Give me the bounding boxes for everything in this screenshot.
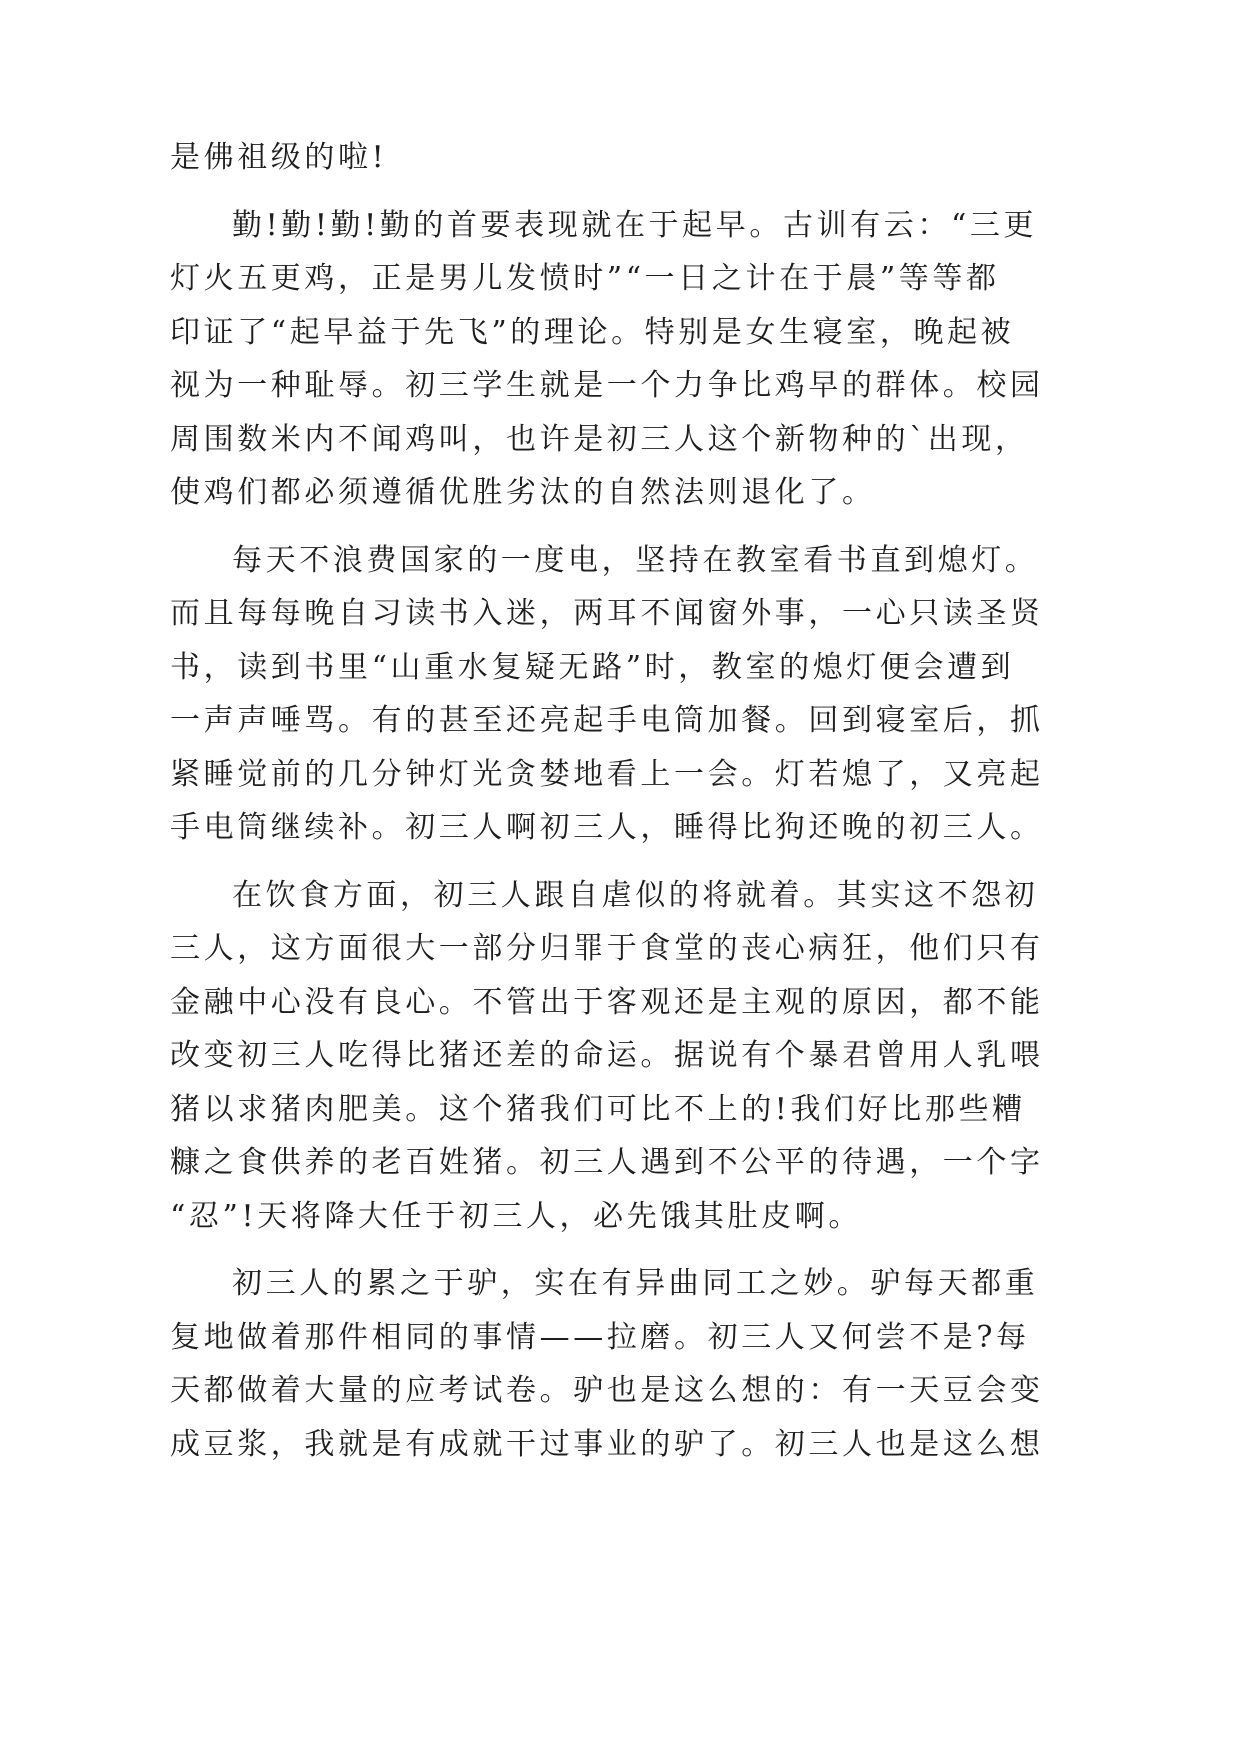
text-line: 复地做着那件相同的事情——拉磨。初三人又何尝不是?每 (170, 1319, 1030, 1355)
text-line: 在饮食方面，初三人跟自虐似的将就着。其实这不怨初 (232, 877, 1039, 913)
text-line: 书，读到书里“山重水复疑无路”时，教室的熄灯便会遭到 (170, 649, 1015, 685)
text-line: 天都做着大量的应考试卷。驴也是这么想的：有一天豆会变 (170, 1373, 1044, 1408)
text-line: 勤!勤!勤!勤的首要表现就在于起早。古训有云：“三更 (232, 207, 1038, 243)
text-line: 改变初三人吃得比猪还差的命运。据说有个暴君曾用人乳喂 (170, 1038, 1044, 1073)
text-line: 糠之食供养的老百姓猪。初三人遇到不公平的待遇，一个字 (170, 1145, 1044, 1180)
text-line: 初三人的累之于驴，实在有异曲同工之妙。驴每天都重 (232, 1266, 1039, 1301)
text-line: 印证了“起早益于先飞”的理论。特别是女生寝室，晚起被 (170, 314, 1015, 350)
text-line: “忍”!天将降大任于初三人，必先饿其肚皮啊。 (170, 1198, 862, 1234)
paragraph-3 (170, 534, 1170, 855)
text-line: 灯火五更鸡，正是男儿发愤时”“一日之计在于晨”等等都 (170, 261, 1000, 296)
paragraph-1 (170, 131, 1170, 185)
text-line: 一声声唾骂。有的甚至还亮起手电筒加餐。回到寝室后，抓 (170, 703, 1044, 738)
paragraph-5 (170, 1257, 1170, 1471)
text-line: 成豆浆，我就是有成就干过事业的驴了。初三人也是这么想 (170, 1426, 1044, 1462)
paragraph-2 (170, 199, 1170, 520)
text-line: 猪以求猪肉肥美。这个猪我们可比不上的!我们好比那些糟 (170, 1091, 1026, 1127)
document-body (170, 131, 1170, 1471)
text-line: 紧睡觉前的几分钟灯光贪婪地看上一会。灯若熄了，又亮起 (170, 756, 1044, 792)
text-line: 周围数米内不闻鸡叫，也许是初三人这个新物种的`出现， (170, 421, 1029, 457)
text-line: 金融中心没有良心。不管出于客观还是主观的原因，都不能 (170, 984, 1044, 1020)
text-line: 三人，这方面很大一部分归罪于食堂的丧心病狂，他们只有 (170, 931, 1044, 966)
paragraph-4 (170, 869, 1170, 1244)
text-line: 使鸡们都必须遵循优胜劣汰的自然法则退化了。 (170, 475, 876, 510)
text-line: 手电筒继续补。初三人啊初三人，睡得比狗还晚的初三人。 (170, 810, 1044, 845)
text-line: 而且每每晚自习读书入迷，两耳不闻窗外事，一心只读圣贤 (170, 596, 1044, 631)
text-line: 每天不浪费国家的一度电，坚持在教室看书直到熄灯。 (232, 542, 1039, 578)
text-line: 视为一种耻辱。初三学生就是一个力争比鸡早的群体。校园 (170, 368, 1044, 403)
text-line: 是佛祖级的啦! (170, 140, 388, 175)
